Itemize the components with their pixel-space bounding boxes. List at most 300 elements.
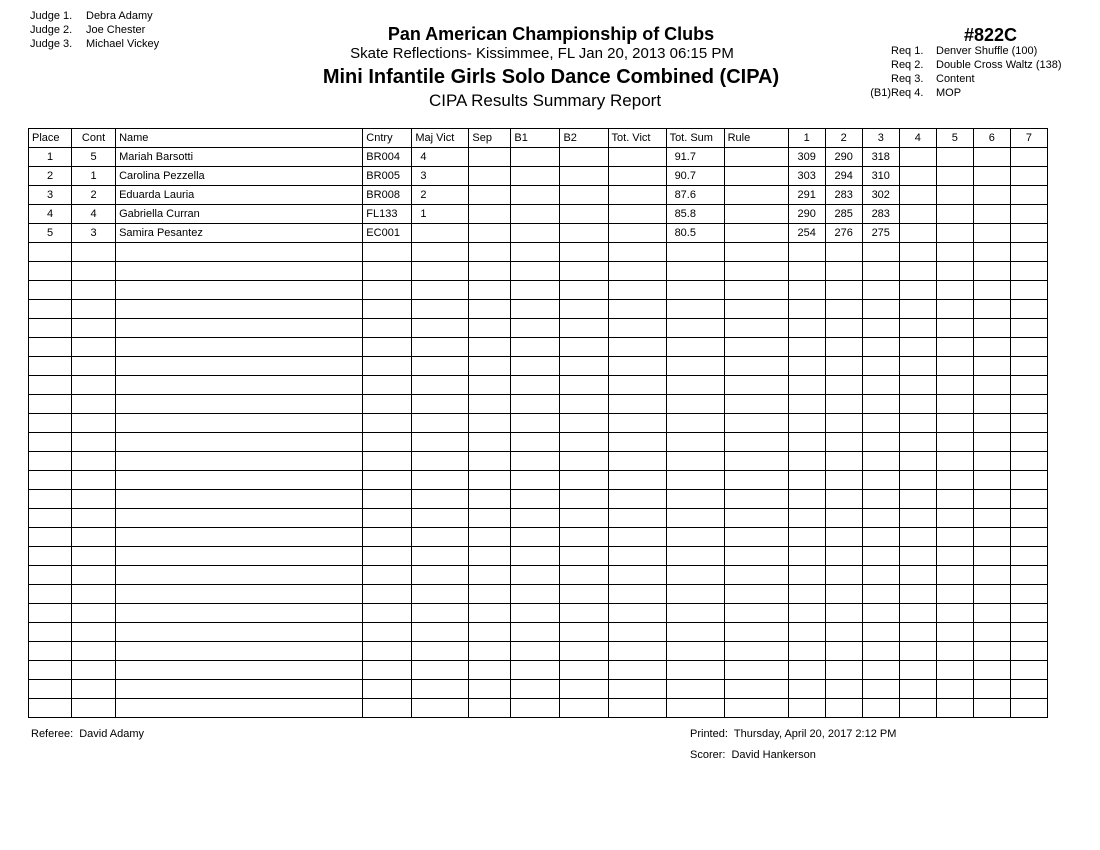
table-cell	[72, 357, 116, 376]
requirement-row	[862, 72, 1062, 86]
table-cell: FL133	[363, 205, 412, 224]
table-cell	[936, 433, 973, 452]
table-cell	[788, 433, 825, 452]
table-cell	[560, 414, 608, 433]
table-cell	[936, 376, 973, 395]
table-cell	[560, 509, 608, 528]
table-cell	[72, 528, 116, 547]
scorer-name: David Hankerson	[731, 749, 816, 761]
table-cell	[825, 262, 862, 281]
table-cell	[899, 376, 936, 395]
requirement-prefix: (B1)	[870, 87, 891, 99]
table-cell	[469, 167, 511, 186]
table-cell	[116, 509, 363, 528]
table-cell	[862, 243, 899, 262]
table-cell	[29, 300, 72, 319]
table-cell	[116, 490, 363, 509]
table-cell	[72, 585, 116, 604]
table-cell	[363, 395, 412, 414]
table-cell	[973, 224, 1010, 243]
table-cell	[936, 699, 973, 718]
table-cell	[116, 528, 363, 547]
table-cell	[511, 205, 560, 224]
table-cell: 87.6	[666, 186, 724, 205]
table-cell	[936, 509, 973, 528]
table-cell: 283	[825, 186, 862, 205]
table-cell	[862, 604, 899, 623]
table-cell	[724, 243, 788, 262]
table-cell	[560, 376, 608, 395]
table-cell	[899, 414, 936, 433]
table-cell	[724, 642, 788, 661]
table-cell	[936, 604, 973, 623]
table-cell	[72, 338, 116, 357]
table-cell	[469, 319, 511, 338]
table-cell	[862, 262, 899, 281]
table-cell	[412, 262, 469, 281]
table-cell	[469, 300, 511, 319]
table-cell	[724, 395, 788, 414]
column-header: 5	[936, 129, 973, 148]
table-cell	[29, 547, 72, 566]
table-cell	[511, 490, 560, 509]
table-cell	[608, 680, 666, 699]
table-row	[29, 433, 1048, 452]
table-cell	[72, 661, 116, 680]
table-cell	[412, 661, 469, 680]
table-cell: 80.5	[666, 224, 724, 243]
table-cell	[936, 300, 973, 319]
table-row	[29, 585, 1048, 604]
table-cell	[29, 414, 72, 433]
table-cell: 276	[825, 224, 862, 243]
table-cell	[788, 319, 825, 338]
table-cell	[936, 205, 973, 224]
table-cell	[560, 623, 608, 642]
table-cell	[1010, 642, 1047, 661]
table-cell: 310	[862, 167, 899, 186]
table-cell	[363, 471, 412, 490]
table-cell	[469, 642, 511, 661]
table-cell	[29, 319, 72, 338]
report-title-text: CIPA Results Summary Report	[428, 91, 662, 110]
table-row	[29, 604, 1048, 623]
event-number: #822C	[964, 25, 1018, 45]
table-cell	[936, 528, 973, 547]
table-cell	[560, 167, 608, 186]
table-cell	[899, 471, 936, 490]
table-cell	[511, 433, 560, 452]
table-cell	[412, 338, 469, 357]
table-cell	[862, 680, 899, 699]
table-cell	[116, 661, 363, 680]
table-cell	[72, 547, 116, 566]
table-cell: BR004	[363, 148, 412, 167]
table-cell	[511, 262, 560, 281]
table-cell	[363, 661, 412, 680]
table-cell	[511, 528, 560, 547]
table-cell	[899, 566, 936, 585]
table-cell	[560, 528, 608, 547]
table-cell	[666, 319, 724, 338]
table-cell	[511, 300, 560, 319]
printed-line	[690, 728, 896, 740]
table-cell	[116, 338, 363, 357]
table-cell	[29, 433, 72, 452]
table-cell	[560, 490, 608, 509]
table-cell	[116, 471, 363, 490]
table-cell	[511, 452, 560, 471]
column-header: Sep	[469, 129, 511, 148]
table-cell	[788, 566, 825, 585]
table-cell	[608, 338, 666, 357]
table-cell	[608, 433, 666, 452]
table-cell	[825, 642, 862, 661]
table-cell	[724, 452, 788, 471]
table-row	[29, 623, 1048, 642]
table-cell	[788, 699, 825, 718]
table-cell	[936, 547, 973, 566]
table-cell	[608, 414, 666, 433]
table-cell	[1010, 566, 1047, 585]
table-cell	[936, 452, 973, 471]
table-cell	[862, 699, 899, 718]
judge-name: Debra Adamy	[86, 10, 153, 22]
table-cell	[363, 300, 412, 319]
table-cell	[788, 623, 825, 642]
table-cell	[511, 148, 560, 167]
table-cell	[29, 585, 72, 604]
table-cell	[469, 357, 511, 376]
table-cell	[412, 433, 469, 452]
table-cell	[825, 300, 862, 319]
table-row	[29, 186, 1048, 205]
table-cell	[825, 490, 862, 509]
requirement-row	[862, 44, 1062, 58]
table-cell	[899, 528, 936, 547]
table-cell	[511, 623, 560, 642]
table-cell	[511, 167, 560, 186]
requirement-text: Double Cross Waltz (138)	[936, 59, 1062, 71]
table-cell: 1	[72, 167, 116, 186]
table-cell	[936, 281, 973, 300]
referee-label: Referee:	[31, 728, 74, 740]
column-header: Place	[29, 129, 72, 148]
table-cell	[511, 186, 560, 205]
table-cell	[511, 509, 560, 528]
table-cell	[724, 604, 788, 623]
table-cell	[1010, 623, 1047, 642]
table-cell	[363, 376, 412, 395]
table-cell	[825, 604, 862, 623]
table-cell	[666, 300, 724, 319]
table-cell	[608, 205, 666, 224]
table-cell	[724, 661, 788, 680]
table-cell	[825, 281, 862, 300]
table-cell	[788, 604, 825, 623]
table-cell	[608, 243, 666, 262]
table-cell: BR005	[363, 167, 412, 186]
table-row	[29, 148, 1048, 167]
table-cell	[1010, 357, 1047, 376]
table-cell	[363, 490, 412, 509]
table-row	[29, 338, 1048, 357]
table-cell: 283	[862, 205, 899, 224]
table-cell	[862, 433, 899, 452]
table-cell	[1010, 433, 1047, 452]
competition-title	[0, 24, 1100, 45]
table-cell	[724, 566, 788, 585]
table-cell	[899, 167, 936, 186]
table-cell	[862, 414, 899, 433]
table-cell	[72, 395, 116, 414]
table-cell	[862, 547, 899, 566]
table-cell	[72, 452, 116, 471]
table-cell	[608, 661, 666, 680]
table-cell	[724, 376, 788, 395]
table-cell	[973, 281, 1010, 300]
table-cell	[116, 585, 363, 604]
table-cell: Samira Pesantez	[116, 224, 363, 243]
table-cell	[608, 547, 666, 566]
table-cell	[936, 566, 973, 585]
table-cell	[862, 471, 899, 490]
table-cell	[899, 699, 936, 718]
table-cell	[788, 243, 825, 262]
table-cell: 291	[788, 186, 825, 205]
table-cell	[973, 528, 1010, 547]
table-cell	[363, 604, 412, 623]
table-cell	[936, 243, 973, 262]
table-cell	[363, 566, 412, 585]
table-cell	[724, 224, 788, 243]
table-cell	[1010, 452, 1047, 471]
table-cell	[469, 262, 511, 281]
table-cell	[899, 281, 936, 300]
table-cell	[412, 680, 469, 699]
table-cell: 3	[72, 224, 116, 243]
table-cell	[412, 414, 469, 433]
table-cell	[936, 262, 973, 281]
table-cell	[560, 471, 608, 490]
requirement-text: Denver Shuffle (100)	[936, 45, 1038, 57]
table-cell	[899, 433, 936, 452]
table-cell	[1010, 661, 1047, 680]
table-cell	[608, 186, 666, 205]
table-cell	[29, 604, 72, 623]
table-cell	[936, 490, 973, 509]
table-cell	[560, 205, 608, 224]
table-cell	[29, 699, 72, 718]
column-header: 1	[788, 129, 825, 148]
table-cell	[1010, 509, 1047, 528]
table-cell	[469, 414, 511, 433]
table-cell	[511, 661, 560, 680]
table-cell	[116, 262, 363, 281]
table-cell	[825, 338, 862, 357]
judge-prefix: Judge 2.	[30, 24, 73, 36]
table-cell	[608, 604, 666, 623]
table-cell	[724, 471, 788, 490]
table-cell	[29, 661, 72, 680]
table-cell	[469, 547, 511, 566]
table-cell	[899, 186, 936, 205]
table-cell	[560, 566, 608, 585]
table-cell	[899, 661, 936, 680]
table-cell: Carolina Pezzella	[116, 167, 363, 186]
table-cell	[862, 623, 899, 642]
requirement-number: Req 4.	[891, 87, 924, 99]
table-cell	[116, 357, 363, 376]
table-cell	[973, 376, 1010, 395]
table-cell	[862, 338, 899, 357]
table-cell	[363, 623, 412, 642]
table-cell: 1	[29, 148, 72, 167]
table-cell	[363, 528, 412, 547]
column-header: Tot. Vict	[608, 129, 666, 148]
requirement-prefix	[862, 58, 891, 72]
table-row	[29, 642, 1048, 661]
table-cell	[72, 623, 116, 642]
table-cell	[973, 186, 1010, 205]
table-cell	[560, 585, 608, 604]
table-cell: 2	[412, 186, 469, 205]
table-cell	[116, 623, 363, 642]
table-cell	[788, 680, 825, 699]
table-cell	[936, 148, 973, 167]
table-cell: 5	[29, 224, 72, 243]
table-cell	[72, 509, 116, 528]
table-cell	[363, 585, 412, 604]
table-cell: 90.7	[666, 167, 724, 186]
judge-prefix: Judge 3.	[30, 38, 73, 50]
table-cell	[825, 319, 862, 338]
table-cell	[825, 414, 862, 433]
table-cell	[363, 281, 412, 300]
table-cell	[560, 452, 608, 471]
table-cell	[511, 471, 560, 490]
table-cell	[363, 319, 412, 338]
table-cell: BR008	[363, 186, 412, 205]
table-cell	[973, 604, 1010, 623]
referee-line	[31, 728, 144, 740]
table-cell	[862, 300, 899, 319]
table-cell	[608, 585, 666, 604]
table-cell	[29, 243, 72, 262]
table-cell	[936, 680, 973, 699]
table-cell	[862, 319, 899, 338]
table-cell	[973, 699, 1010, 718]
table-cell: 85.8	[666, 205, 724, 224]
table-cell	[862, 585, 899, 604]
table-cell	[116, 319, 363, 338]
table-cell	[862, 395, 899, 414]
table-cell	[363, 357, 412, 376]
table-cell	[666, 452, 724, 471]
table-cell	[788, 376, 825, 395]
requirement-number: Req 3.	[891, 73, 924, 85]
table-cell	[666, 243, 724, 262]
table-cell: 4	[412, 148, 469, 167]
table-cell	[825, 376, 862, 395]
table-cell	[363, 509, 412, 528]
table-cell	[116, 243, 363, 262]
table-cell	[608, 281, 666, 300]
table-cell: Gabriella Curran	[116, 205, 363, 224]
table-cell	[666, 490, 724, 509]
table-cell	[412, 281, 469, 300]
table-cell	[1010, 376, 1047, 395]
table-cell: 285	[825, 205, 862, 224]
table-cell	[1010, 414, 1047, 433]
table-cell	[666, 585, 724, 604]
table-cell	[560, 262, 608, 281]
table-cell	[29, 528, 72, 547]
column-header: Maj Vict	[412, 129, 469, 148]
table-cell	[825, 509, 862, 528]
table-cell: 302	[862, 186, 899, 205]
table-cell	[29, 452, 72, 471]
table-cell: 254	[788, 224, 825, 243]
requirement-prefix	[862, 44, 891, 58]
table-cell	[608, 528, 666, 547]
table-cell	[825, 699, 862, 718]
table-cell	[825, 623, 862, 642]
table-cell	[608, 509, 666, 528]
table-cell	[973, 680, 1010, 699]
table-cell	[412, 699, 469, 718]
table-cell	[973, 300, 1010, 319]
table-cell	[973, 642, 1010, 661]
column-header: 4	[899, 129, 936, 148]
table-cell	[608, 642, 666, 661]
table-cell	[1010, 262, 1047, 281]
table-cell	[72, 243, 116, 262]
table-cell	[511, 414, 560, 433]
table-cell	[608, 319, 666, 338]
table-cell	[936, 186, 973, 205]
table-cell	[724, 300, 788, 319]
table-cell	[511, 243, 560, 262]
table-cell	[608, 490, 666, 509]
table-cell	[1010, 243, 1047, 262]
table-cell	[973, 414, 1010, 433]
table-cell	[511, 566, 560, 585]
table-cell: Mariah Barsotti	[116, 148, 363, 167]
table-cell	[862, 509, 899, 528]
table-cell	[788, 490, 825, 509]
table-cell	[469, 186, 511, 205]
table-cell	[29, 395, 72, 414]
table-cell	[973, 243, 1010, 262]
table-cell	[29, 376, 72, 395]
table-cell	[666, 395, 724, 414]
table-cell	[666, 433, 724, 452]
table-cell: 3	[412, 167, 469, 186]
table-cell	[862, 281, 899, 300]
table-cell	[899, 262, 936, 281]
table-cell	[29, 623, 72, 642]
table-cell	[899, 547, 936, 566]
table-cell: 3	[29, 186, 72, 205]
table-cell	[116, 395, 363, 414]
table-cell	[412, 243, 469, 262]
table-cell	[973, 566, 1010, 585]
requirements-list	[862, 44, 1062, 100]
table-cell: Eduarda Lauria	[116, 186, 363, 205]
table-cell	[788, 509, 825, 528]
table-row	[29, 509, 1048, 528]
